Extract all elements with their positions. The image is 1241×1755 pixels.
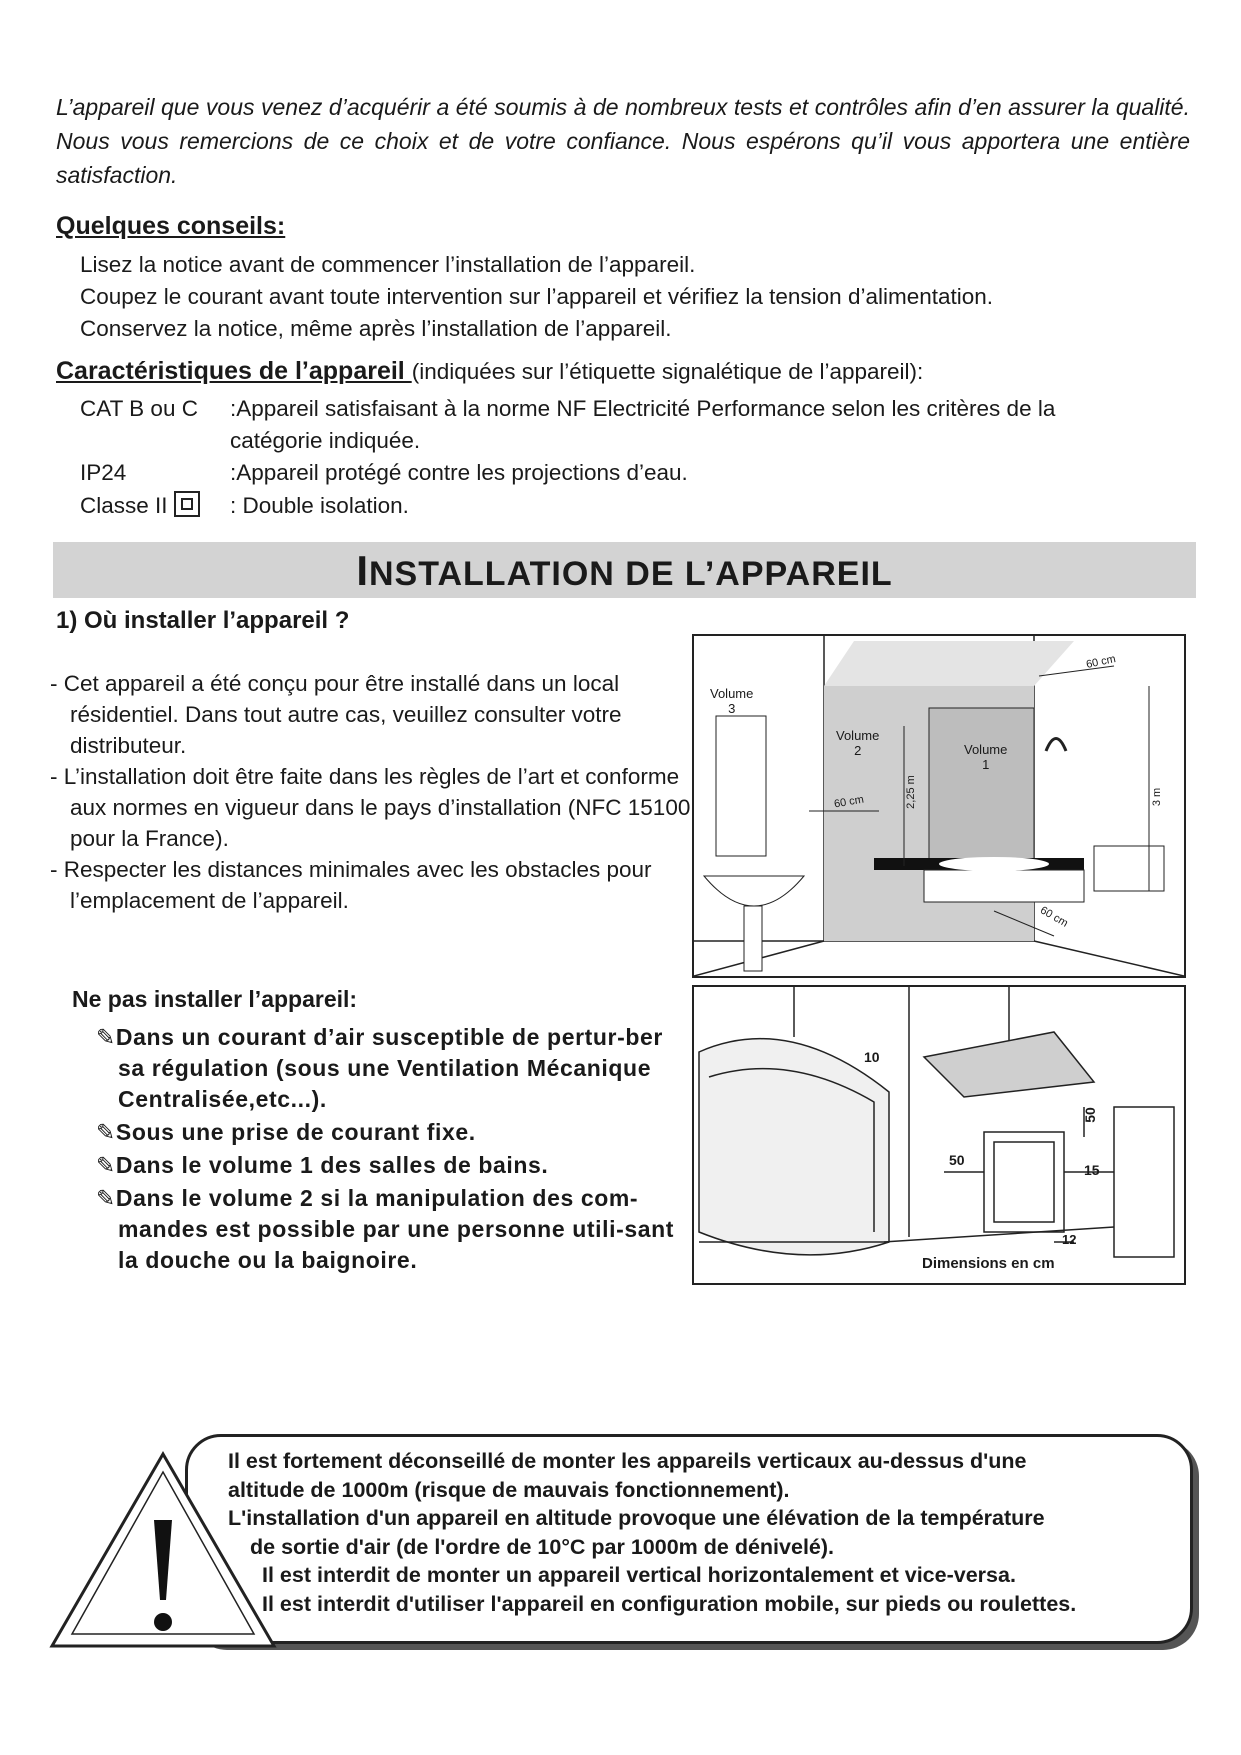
conseil-item: Coupez le courant avant toute intervention sur l’appareil et vérifiez la tension d’alimentation. [80, 284, 994, 309]
carac-label-wrap [80, 490, 230, 522]
nepas-item: ✎Dans le volume 2 si la manipulation des com-mandes est possible par une personne utili-sant la douche ou la baignoire. [96, 1185, 675, 1273]
section-banner [53, 542, 1196, 598]
carac-row-ip24 [80, 457, 688, 489]
hand-arrow-icon: ✎ [96, 1024, 116, 1050]
conseil-item: Lisez la notice avant de commencer l’installation de l’appareil. [80, 252, 696, 277]
dim-60-floor: 60 cm [1038, 904, 1070, 930]
carac-row-cat-cont: catégorie indiquée. [230, 428, 421, 453]
carac-text: :Appareil protégé contre les projections d’eau. [230, 460, 688, 485]
banner-title: NSTALLATION DE L’APPAREIL [369, 555, 893, 593]
nepas-list [96, 1022, 696, 1278]
bathroom-drawing [694, 636, 1184, 976]
conseils-list [80, 249, 993, 345]
conseils-title: Quelques conseils: [56, 212, 286, 240]
caracteristiques-heading [56, 357, 923, 386]
dim-50-vertical: 50 [1081, 1107, 1098, 1123]
dim-50-horizontal: 50 [949, 1152, 965, 1168]
clearance-dimensions-figure [692, 985, 1186, 1285]
section1-title: 1) Où installer l’appareil ? [56, 607, 350, 634]
caracteristiques-subtitle: (indiquées sur l’étiquette signalétique de l’appareil): [411, 359, 924, 384]
warning-line: Il est interdit d'utiliser l'appareil en configuration mobile, sur pieds ou roulettes. [262, 1591, 1077, 1616]
warning-line: altitude de 1000m (risque de mauvais fonctionnement). [228, 1477, 790, 1502]
dim-15: 15 [1084, 1162, 1100, 1178]
carac-text: : Double isolation. [230, 493, 409, 518]
section1-bullets [50, 668, 700, 916]
volume1-label: Volume 1 [964, 742, 1008, 772]
carac-label: CAT B ou C [80, 396, 198, 421]
dim-3m: 3 m [1151, 787, 1164, 807]
carac-label: IP24 [80, 460, 127, 485]
hand-arrow-icon: ✎ [96, 1185, 116, 1211]
nepas-item: ✎Sous une prise de courant fixe. [96, 1119, 476, 1145]
clearance-drawing [694, 987, 1184, 1283]
carac-label: Classe II [80, 493, 168, 518]
intro-paragraph: L’appareil que vous venez d’acquérir a été soumis à de nombreux tests et contrôles afin d’en assurer la qualité. Nous vous remercions de ce choix et de votre confiance. Nous espérons qu’il vous apportera une entière satisfaction. [56, 94, 1190, 188]
nepas-title: Ne pas installer l’appareil: [72, 986, 358, 1012]
carac-row-classe [80, 490, 409, 522]
dim-10: 10 [864, 1049, 880, 1065]
warning-line: Il est interdit de monter un appareil vertical horizontalement et vice-versa. [262, 1563, 1016, 1587]
dim-60-left: 60 cm [833, 793, 865, 811]
warning-line: L'installation d'un appareil en altitude provoque une élévation de la température [228, 1506, 1045, 1530]
bullet-item: - Cet appareil a été conçu pour être installé dans un local résidentiel. Dans tout autre cas, veuillez consulter votre distributeur. [50, 671, 622, 758]
bullet-item: - Respecter les distances minimales avec les obstacles pour l’emplacement de l’appareil. [50, 857, 652, 913]
caracteristiques-title: Caractéristiques de l’appareil [56, 357, 412, 385]
double-square-icon [174, 491, 200, 517]
dim-225: 2,25 m [904, 775, 917, 809]
warning-line: Il est fortement déconseillé de monter les appareils verticaux au-dessus d'une [228, 1449, 1027, 1473]
warning-line: de sortie d'air (de l'ordre de 10°C par 1000m de dénivelé). [250, 1534, 835, 1559]
carac-row-cat [80, 393, 1055, 425]
dim-12: 12 [1062, 1232, 1077, 1247]
dimensions-caption: Dimensions en cm [922, 1255, 1055, 1272]
volume3-label: Volume 3 [710, 686, 754, 716]
banner-cap: I [356, 547, 369, 594]
bullet-item: - L’installation doit être faite dans les règles de l’art et conforme aux normes en vigueur dans le pays d’installation (NFC 15100 pour la France). [50, 764, 691, 851]
hand-arrow-icon: ✎ [96, 1152, 116, 1178]
volume2-label: Volume 2 [836, 728, 880, 758]
nepas-item: ✎Dans le volume 1 des salles de bains. [96, 1152, 549, 1178]
warning-text [228, 1447, 1076, 1618]
hand-arrow-icon: ✎ [96, 1119, 116, 1145]
bathroom-volumes-figure [692, 634, 1186, 978]
carac-text: :Appareil satisfaisant à la norme NF Electricité Performance selon les critères de la [230, 396, 1056, 421]
nepas-item: ✎Dans un courant d’air susceptible de pertur-ber sa régulation (sous une Ventilation Mécanique Centralisée,etc...). [96, 1024, 663, 1112]
conseil-item: Conservez la notice, même après l’installation de l’appareil. [80, 316, 672, 341]
dim-60-right: 60 cm [1085, 653, 1117, 671]
